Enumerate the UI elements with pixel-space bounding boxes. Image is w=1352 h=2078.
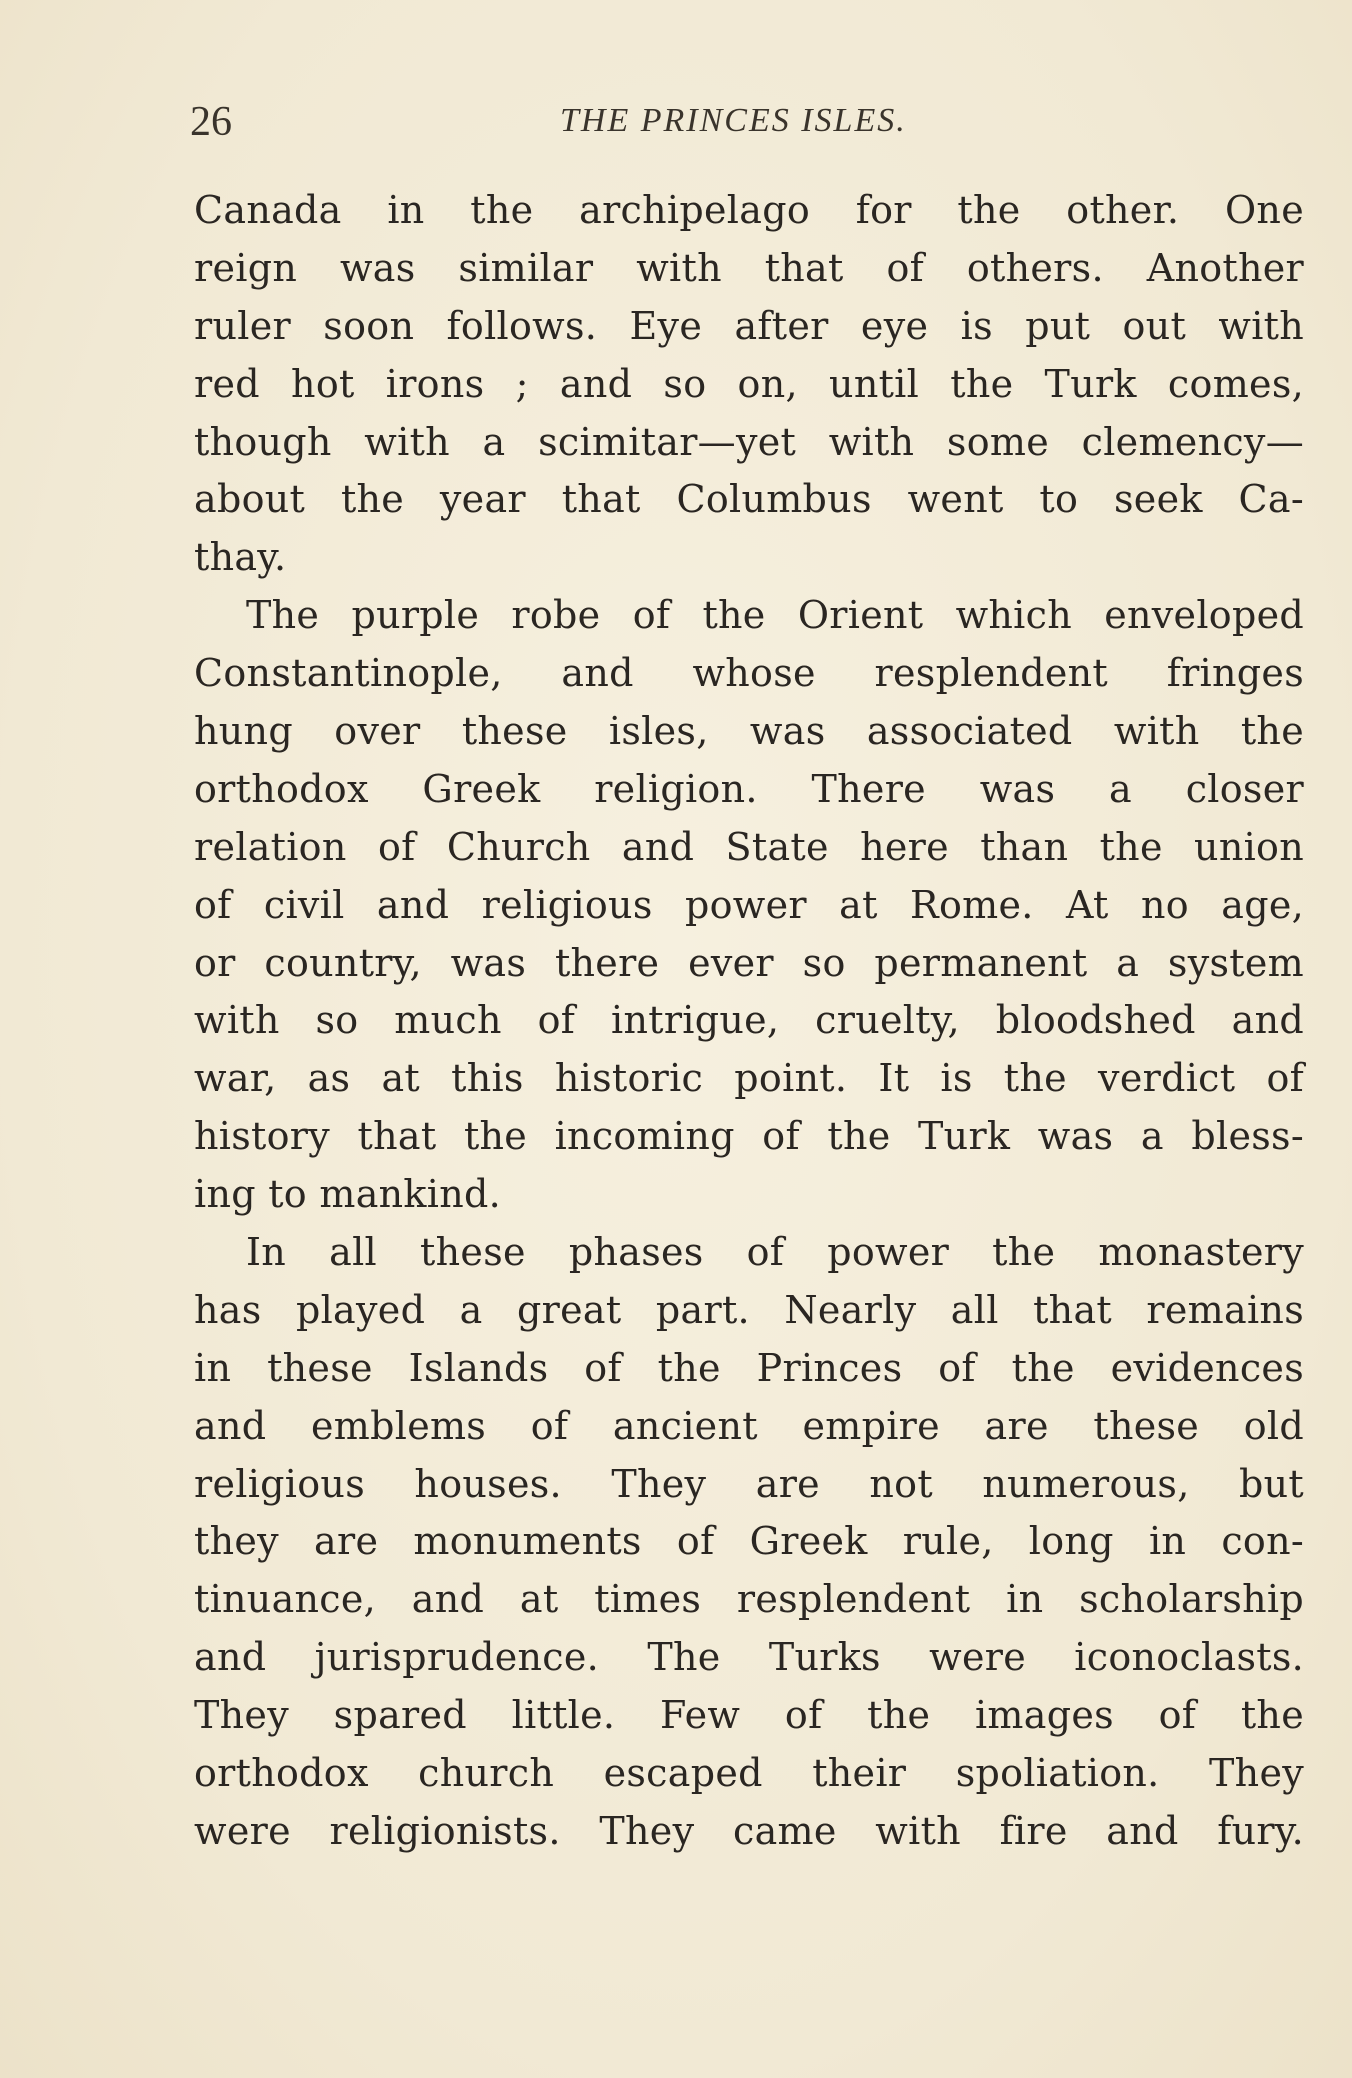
text-line: ruler soon follows. Eye after eye is put out with xyxy=(194,303,1304,348)
text-line: orthodox Greek religion. There was a closer xyxy=(194,766,1304,811)
text-line: war, as at this historic point. It is the verdict of xyxy=(194,1056,1304,1101)
text-line: ing to mankind. xyxy=(194,1172,501,1217)
text-line: They spared little. Few of the images of the xyxy=(194,1693,1304,1738)
text-line: reign was similar with that of others. Another xyxy=(194,245,1304,290)
text-line: Canada in the archipelago for the other. One xyxy=(194,188,1304,232)
text-line: of civil and religious power at Rome. At no age, xyxy=(194,882,1304,927)
text-line: with so much of intrigue, cruelty, bloodshed and xyxy=(194,998,1304,1043)
text-line: In all these phases of power the monastery xyxy=(246,1230,1304,1275)
running-head xyxy=(190,98,1310,148)
text-line: religious houses. They are not numerous, but xyxy=(194,1461,1304,1506)
text-line: has played a great part. Nearly all that remains xyxy=(194,1287,1304,1332)
text-line: they are monuments of Greek rule, long in con- xyxy=(194,1519,1304,1564)
page-number: 26 xyxy=(190,99,232,145)
text-line: tinuance, and at times resplendent in scholarship xyxy=(194,1577,1304,1622)
text-line: and emblems of ancient empire are these old xyxy=(194,1403,1304,1448)
body-text xyxy=(194,182,1304,1861)
text-line: about the year that Columbus went to seek Ca- xyxy=(194,477,1304,522)
text-line: orthodox church escaped their spoliation. They xyxy=(194,1751,1304,1796)
text-line: or country, was there ever so permanent a system xyxy=(194,940,1304,985)
text-line: red hot irons ; and so on, until the Turk comes, xyxy=(194,361,1304,406)
text-line: Constantinople, and whose resplendent fringes xyxy=(194,651,1304,696)
text-line: and jurisprudence. The Turks were iconoclasts. xyxy=(194,1635,1304,1680)
text-line: The purple robe of the Orient which enveloped xyxy=(246,593,1304,638)
text-line: though with a scimitar—yet with some clemency— xyxy=(194,419,1304,464)
text-line: history that the incoming of the Turk was a bless- xyxy=(194,1114,1304,1159)
text-line: hung over these isles, was associated with the xyxy=(194,709,1304,754)
text-line: relation of Church and State here than the union xyxy=(194,824,1304,869)
text-line: were religionists. They came with fire and fury. xyxy=(194,1808,1304,1853)
text-line: in these Islands of the Princes of the evidences xyxy=(194,1345,1304,1390)
text-line: thay. xyxy=(194,535,287,580)
running-title: THE PRINCES ISLES. xyxy=(560,102,907,139)
